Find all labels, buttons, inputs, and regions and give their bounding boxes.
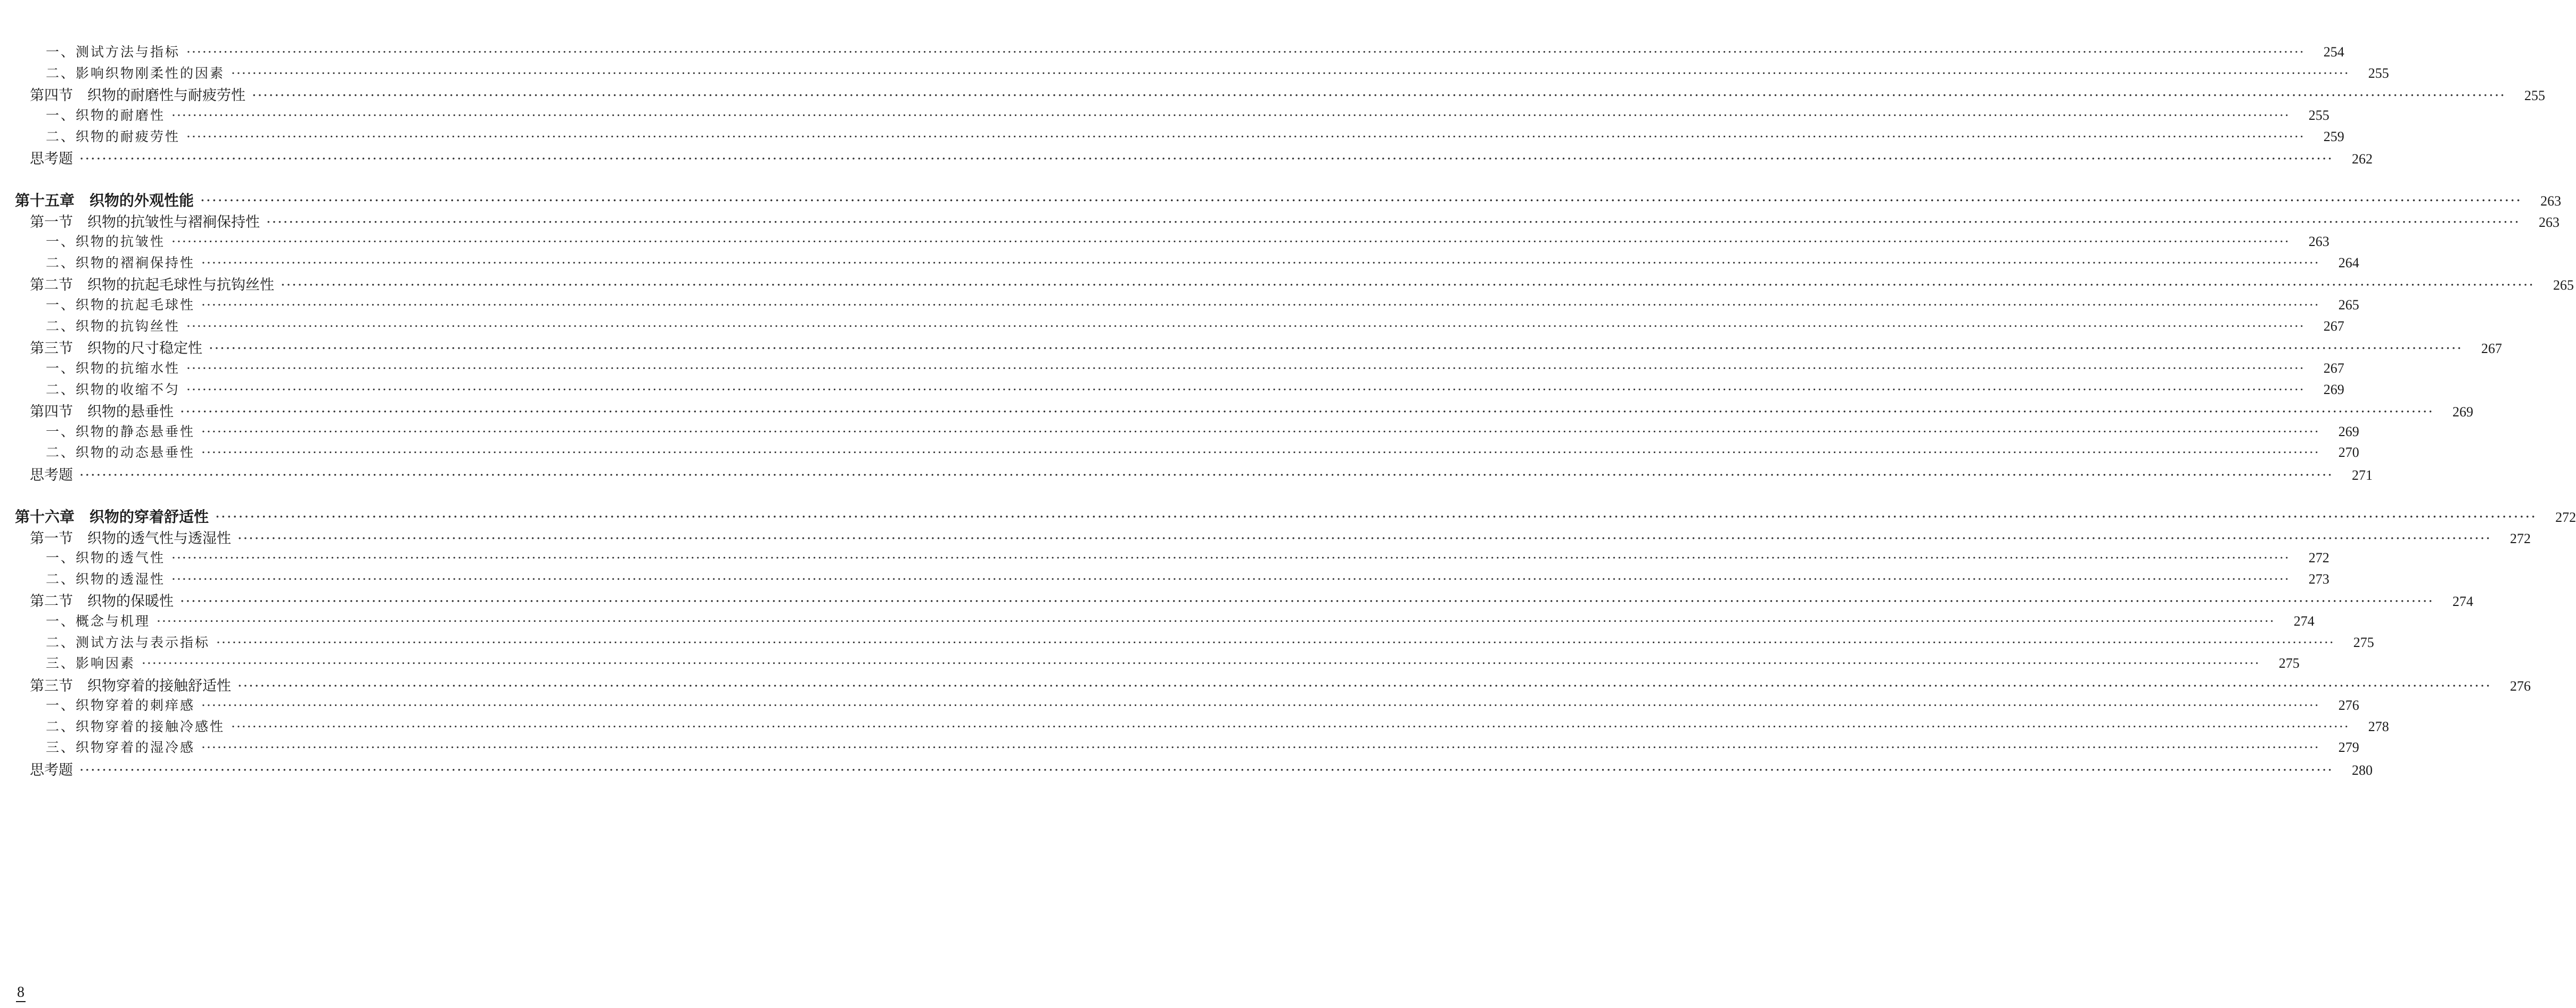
toc-entry-think[interactable] <box>0 758 2373 783</box>
toc-entry-title: 二、织物的褶裥保持性 <box>46 255 195 271</box>
toc-entry-page-number: 271 <box>2352 468 2373 483</box>
toc-entry-title: 思考题 <box>30 762 73 778</box>
toc-entry-title: 二、测试方法与表示指标 <box>46 635 210 650</box>
dot-leader: ················································································································································································································································································································································································································ <box>237 530 2492 547</box>
toc-entry-page-number: 263 <box>2308 234 2329 249</box>
dot-leader: ················································································································································································································································································································································································································ <box>201 424 2320 439</box>
toc-entry-page-number: 274 <box>2452 594 2474 609</box>
toc-entry-title: 一、织物的耐磨性 <box>46 108 166 123</box>
toc-entry-page-number: 272 <box>2555 510 2576 525</box>
toc-entry-page-number: 276 <box>2510 678 2531 694</box>
dot-leader: ················································································································································································································································································································································································································ <box>186 318 2305 334</box>
toc-entry-title: 二、织物的抗钩丝性 <box>46 318 181 334</box>
toc-entry-page-number: 270 <box>2338 445 2359 460</box>
toc-entry-page-number: 275 <box>2278 655 2300 671</box>
toc-entry-think[interactable] <box>0 463 2373 488</box>
toc-entry-page-number: 269 <box>2323 382 2344 397</box>
toc-entry-title: 一、织物的抗缩水性 <box>46 360 181 376</box>
dot-leader: ················································································································································································································································································································································································································ <box>200 192 2522 209</box>
toc-entry-page-number: 264 <box>2338 255 2359 271</box>
toc-entry-title: 二、织物的收缩不匀 <box>46 382 181 397</box>
toc-entry-page-number: 272 <box>2510 531 2531 546</box>
toc-entry-page-number: 262 <box>2352 151 2373 167</box>
dot-leader: ················································································································································································································································································································································································································ <box>231 719 2350 734</box>
toc-entry-title: 思考题 <box>30 151 73 167</box>
toc-entry-title: 一、概念与机理 <box>46 613 151 629</box>
toc-entry-title: 第四节 织物的耐磨性与耐疲劳性 <box>30 87 245 104</box>
toc-entry-title: 第三节 织物穿着的接触舒适性 <box>30 678 231 694</box>
toc-entry-title: 三、影响因素 <box>46 655 136 671</box>
dot-leader: ················································································································································································································································································································································································································ <box>186 360 2305 376</box>
dot-leader: ················································································································································································································································································································································································································ <box>252 87 2506 104</box>
toc-entry-page-number: 265 <box>2338 297 2359 313</box>
toc-entry-page-number: 263 <box>2540 193 2562 209</box>
dot-leader: ················································································································································································································································································································································································································ <box>201 698 2320 713</box>
dot-leader: ················································································································································································································································································································································································································ <box>180 404 2434 420</box>
dot-leader: ················································································································································································································································································································································································································ <box>209 340 2463 357</box>
toc-entry-title: 思考题 <box>30 467 73 483</box>
toc-entry-title: 第一节 织物的透气性与透湿性 <box>30 530 231 547</box>
toc-entry-title: 一、织物的抗起毛球性 <box>46 297 195 313</box>
dot-leader: ················································································································································································································································································································································································································ <box>201 255 2320 271</box>
toc-entry-page-number: 275 <box>2353 635 2374 650</box>
toc-entry-page-number: 255 <box>2368 65 2389 81</box>
dot-leader: ················································································································································································································································································································································································································ <box>201 445 2320 460</box>
toc-entry-title: 第三节 织物的尺寸稳定性 <box>30 340 202 357</box>
dot-leader: ················································································································································································································································································································································································································ <box>281 277 2535 293</box>
dot-leader: ················································································································································································································································································································································································································ <box>79 467 2334 483</box>
toc-entry-page-number: 267 <box>2323 360 2344 376</box>
dot-leader: ················································································································································································································································································································································································································ <box>186 382 2305 397</box>
dot-leader: ················································································································································································································································································································································································································ <box>79 762 2334 778</box>
toc-entry-page-number: 272 <box>2308 550 2329 566</box>
toc-entry-page-number: 269 <box>2338 424 2359 439</box>
dot-leader: ················································································································································································································································································································································································································ <box>186 44 2305 60</box>
dot-leader: ················································································································································································································································································································································································································ <box>157 613 2275 629</box>
toc-entry-title: 一、测试方法与指标 <box>46 44 181 60</box>
toc-entry-title: 二、织物的动态悬垂性 <box>46 445 195 460</box>
toc-entry-title: 第二节 织物的保暖性 <box>30 593 174 610</box>
toc-entry-page-number: 278 <box>2368 719 2389 734</box>
toc-entry-title: 二、织物的透湿性 <box>46 571 166 587</box>
toc-entry-page-number: 259 <box>2323 129 2344 144</box>
toc-entry-page-number: 267 <box>2323 318 2344 334</box>
dot-leader: ················································································································································································································································································································································································································ <box>180 593 2434 610</box>
dot-leader: ················································································································································································································································································································································································································ <box>201 297 2320 313</box>
toc-entry-page-number: 267 <box>2481 341 2503 356</box>
toc-entry-title: 二、影响织物刚柔性的因素 <box>46 65 225 81</box>
dot-leader: ················································································································································································································································································································································································································ <box>201 740 2320 755</box>
toc-entry-page-number: 269 <box>2452 404 2474 420</box>
toc-entry-title: 一、织物的静态悬垂性 <box>46 424 195 439</box>
toc-entry-page-number: 254 <box>2323 44 2344 60</box>
dot-leader: ················································································································································································································································································································································································································ <box>171 571 2290 587</box>
dot-leader: ················································································································································································································································································································································································································ <box>79 151 2334 167</box>
toc-entry-page-number: 274 <box>2293 613 2315 629</box>
toc-entry-page-number: 279 <box>2338 740 2359 755</box>
dot-leader: ················································································································································································································································································································································································································ <box>186 129 2305 144</box>
toc-entry-title: 第十五章 织物的外观性能 <box>15 192 194 209</box>
toc-entry-title: 一、织物的抗皱性 <box>46 234 166 249</box>
toc-entry-title: 一、织物的透气性 <box>46 550 166 566</box>
toc-entry-page-number: 255 <box>2308 108 2329 123</box>
toc-entry-title: 第四节 织物的悬垂性 <box>30 404 174 420</box>
toc-entry-page-number: 255 <box>2524 88 2546 103</box>
toc-entry-title: 一、织物穿着的刺痒感 <box>46 698 195 713</box>
toc-entry-title: 三、织物穿着的湿冷感 <box>46 740 195 755</box>
dot-leader: ················································································································································································································································································································································································································ <box>266 214 2521 231</box>
dot-leader: ················································································································································································································································································································································································································ <box>231 65 2350 81</box>
page-number: 8 <box>16 985 26 1002</box>
toc-entry-page-number: 273 <box>2308 571 2329 587</box>
dot-leader: ················································································································································································································································································································································································································ <box>142 655 2260 671</box>
toc-entry-title: 二、织物的耐疲劳性 <box>46 129 181 144</box>
dot-leader: ················································································································································································································································································································································································································ <box>215 508 2537 526</box>
dot-leader: ················································································································································································································································································································································································································ <box>171 234 2290 249</box>
toc-entry-title: 第一节 织物的抗皱性与褶裥保持性 <box>30 214 260 231</box>
toc-entry-page-number: 263 <box>2539 215 2560 230</box>
toc-entry-think[interactable] <box>0 147 2373 171</box>
dot-leader: ················································································································································································································································································································································································································ <box>216 635 2335 650</box>
toc-entry-title: 二、织物穿着的接触冷感性 <box>46 719 225 734</box>
dot-leader: ················································································································································································································································································································································································································ <box>237 678 2492 694</box>
toc-entry-title: 第十六章 织物的穿着舒适性 <box>15 508 209 526</box>
toc-entry-page-number: 265 <box>2553 277 2574 293</box>
toc-entry-page-number: 280 <box>2352 763 2373 778</box>
toc-entry-page-number: 276 <box>2338 698 2359 713</box>
dot-leader: ················································································································································································································································································································································································································ <box>171 108 2290 123</box>
toc-entry-title: 第二节 织物的抗起毛球性与抗钩丝性 <box>30 277 274 293</box>
dot-leader: ················································································································································································································································································································································································································ <box>171 550 2290 566</box>
